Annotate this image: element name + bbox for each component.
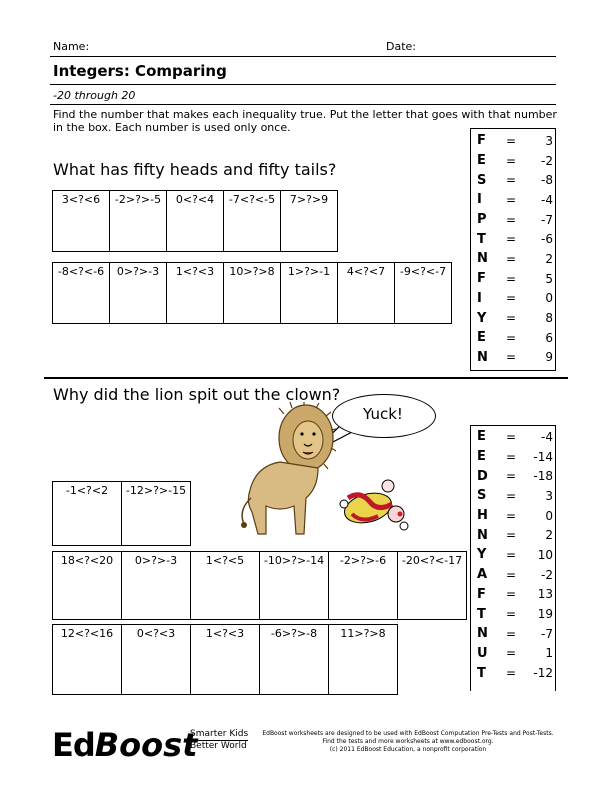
footer-note-2: Find the tests and more worksheets at www.edboost.org. xyxy=(322,738,494,745)
legend-row xyxy=(471,348,555,368)
legend-value: -2 xyxy=(541,153,553,168)
answer-box[interactable]: -1<?<2 xyxy=(53,482,122,546)
legend-letter: D xyxy=(477,468,488,484)
legend-row xyxy=(471,506,555,526)
tagline-line-1: Smarter Kids xyxy=(190,729,249,739)
legend-equals: = xyxy=(505,271,517,286)
legend-row xyxy=(471,644,555,664)
legend-letter: E xyxy=(477,330,486,346)
title-rule xyxy=(50,84,556,85)
answer-box[interactable]: 0<?<3 xyxy=(122,625,191,695)
legend-letter: I xyxy=(477,290,482,306)
puzzle2-row1 xyxy=(52,481,191,546)
answer-box[interactable]: -20<?<-17 xyxy=(398,552,467,620)
legend-letter: A xyxy=(477,567,488,583)
question-1: What has fifty heads and fifty tails? xyxy=(53,160,337,179)
legend-row xyxy=(471,604,555,624)
legend-value: -14 xyxy=(533,449,553,464)
legend-row xyxy=(471,229,555,249)
legend-row xyxy=(471,249,555,269)
legend-row xyxy=(471,486,555,506)
tagline-line-2: Better World xyxy=(190,741,247,751)
legend-equals: = xyxy=(505,567,517,582)
legend-row xyxy=(471,328,555,348)
legend-value: -2 xyxy=(541,567,553,582)
legend-value: 0 xyxy=(545,291,553,306)
legend-equals: = xyxy=(505,666,517,681)
legend-equals: = xyxy=(505,192,517,207)
answer-box[interactable]: 4<?<7 xyxy=(338,263,395,324)
answer-box[interactable]: 10>?>8 xyxy=(224,263,281,324)
legend-equals: = xyxy=(505,508,517,523)
legend-value: 1 xyxy=(545,646,553,661)
legend-letter: P xyxy=(477,212,487,228)
answer-box[interactable]: 1<?<3 xyxy=(191,625,260,695)
legend-letter: E xyxy=(477,429,486,445)
legend-equals: = xyxy=(505,626,517,641)
legend-row xyxy=(471,210,555,230)
legend-letter: Y xyxy=(477,547,487,563)
legend-value: 2 xyxy=(545,528,553,543)
legend-equals: = xyxy=(505,232,517,247)
header-rule-top xyxy=(50,56,556,57)
legend-equals: = xyxy=(505,173,517,188)
legend-letter: S xyxy=(477,488,487,504)
legend-row xyxy=(471,427,555,447)
logo-tagline xyxy=(190,729,248,752)
legend-letter: E xyxy=(477,449,486,465)
legend-equals: = xyxy=(505,350,517,365)
legend-row xyxy=(471,170,555,190)
answer-box[interactable]: 1>?>-1 xyxy=(281,263,338,324)
legend-letter: F xyxy=(477,133,486,149)
legend-value: -6 xyxy=(541,232,553,247)
legend-value: 13 xyxy=(537,587,553,602)
legend-letter: N xyxy=(477,349,488,365)
legend-equals: = xyxy=(505,607,517,622)
legend-equals: = xyxy=(505,488,517,503)
legend-letter: N xyxy=(477,527,488,543)
answer-box[interactable]: -10>?>-14 xyxy=(260,552,329,620)
answer-box[interactable]: 18<?<20 xyxy=(53,552,122,620)
legend-row xyxy=(471,289,555,309)
legend-letter: Y xyxy=(477,310,487,326)
legend-row xyxy=(471,269,555,289)
legend-row xyxy=(471,525,555,545)
legend-value: 19 xyxy=(537,607,553,622)
legend-equals: = xyxy=(505,251,517,266)
footer-note xyxy=(258,730,558,754)
legend-row xyxy=(471,565,555,585)
legend-equals: = xyxy=(505,133,517,148)
legend-equals: = xyxy=(505,646,517,661)
legend-equals: = xyxy=(505,429,517,444)
question-2: Why did the lion spit out the clown? xyxy=(53,385,341,404)
puzzle1-row2 xyxy=(52,262,452,324)
answer-box[interactable]: 1<?<5 xyxy=(191,552,260,620)
legend-1 xyxy=(470,128,556,371)
legend-row xyxy=(471,151,555,171)
legend-equals: = xyxy=(505,449,517,464)
legend-letter: N xyxy=(477,251,488,267)
legend-value: 10 xyxy=(537,547,553,562)
legend-value: -12 xyxy=(533,666,553,681)
answer-box[interactable]: 0>?>-3 xyxy=(110,263,167,324)
answer-box[interactable]: 12<?<16 xyxy=(53,625,122,695)
legend-letter: N xyxy=(477,626,488,642)
legend-row xyxy=(471,308,555,328)
legend-row xyxy=(471,624,555,644)
legend-letter: F xyxy=(477,271,486,287)
legend-row xyxy=(471,466,555,486)
footer-note-3: (c) 2011 EdBoost Education, a nonprofit corporation xyxy=(329,746,487,753)
date-label: Date: xyxy=(386,40,416,53)
legend-equals: = xyxy=(505,528,517,543)
legend-row xyxy=(471,190,555,210)
lion-illustration xyxy=(236,402,336,536)
legend-letter: T xyxy=(477,606,486,622)
answer-box[interactable]: 0<?<4 xyxy=(167,191,224,252)
answer-box[interactable]: 3<?<6 xyxy=(53,191,110,252)
legend-value: 8 xyxy=(545,311,553,326)
subtitle-rule xyxy=(50,104,556,105)
legend-value: -7 xyxy=(541,212,553,227)
legend-value: 3 xyxy=(545,133,553,148)
legend-equals: = xyxy=(505,153,517,168)
answer-box[interactable]: -9<?<-7 xyxy=(395,263,452,324)
legend-equals: = xyxy=(505,547,517,562)
puzzle1-row1 xyxy=(52,190,338,252)
legend-row xyxy=(471,545,555,565)
puzzle2-row3 xyxy=(52,624,398,695)
logo-ed: Ed xyxy=(52,726,95,764)
legend-value: 9 xyxy=(545,350,553,365)
legend-letter: T xyxy=(477,665,486,681)
answer-box[interactable]: -8<?<-6 xyxy=(53,263,110,324)
legend-letter: H xyxy=(477,508,488,524)
legend-equals: = xyxy=(505,212,517,227)
answer-box[interactable]: 7>?>9 xyxy=(281,191,338,252)
legend-value: 6 xyxy=(545,330,553,345)
answer-box[interactable]: 11>?>8 xyxy=(329,625,398,695)
speech-bubble-text: Yuck! xyxy=(363,405,403,423)
edboost-logo xyxy=(52,726,197,764)
legend-letter: E xyxy=(477,153,486,169)
answer-box[interactable]: -6>?>-8 xyxy=(260,625,329,695)
answer-box[interactable]: -2>?>-5 xyxy=(110,191,167,252)
legend-value: 3 xyxy=(545,488,553,503)
section-divider xyxy=(44,377,568,379)
page-title: Integers: Comparing xyxy=(53,62,227,80)
legend-letter: U xyxy=(477,645,488,661)
logo-boost: Boost xyxy=(94,726,198,764)
instructions: Find the number that makes each inequality true. Put the letter that goes with that number in the box. Each number is used only once. xyxy=(53,108,557,134)
answer-box[interactable]: -7<?<-5 xyxy=(224,191,281,252)
legend-value: -4 xyxy=(541,192,553,207)
legend-letter: S xyxy=(477,172,487,188)
legend-row xyxy=(471,447,555,467)
footer-note-1: EdBoost worksheets are designed to be used with EdBoost Computation Pre-Tests and Post-Tests. xyxy=(262,730,554,737)
legend-row xyxy=(471,663,555,683)
answer-box[interactable]: -12>?>-15 xyxy=(122,482,191,546)
legend-equals: = xyxy=(505,587,517,602)
legend-2 xyxy=(470,425,556,691)
legend-value: 5 xyxy=(545,271,553,286)
answer-box[interactable]: -2>?>-6 xyxy=(329,552,398,620)
clown-illustration xyxy=(334,474,414,534)
legend-value: -8 xyxy=(541,173,553,188)
legend-value: -18 xyxy=(533,469,553,484)
legend-equals: = xyxy=(505,291,517,306)
legend-value: -7 xyxy=(541,626,553,641)
legend-letter: F xyxy=(477,586,486,602)
legend-row xyxy=(471,131,555,151)
legend-equals: = xyxy=(505,311,517,326)
legend-letter: I xyxy=(477,192,482,208)
legend-equals: = xyxy=(505,330,517,345)
legend-equals: = xyxy=(505,469,517,484)
answer-box[interactable]: 1<?<3 xyxy=(167,263,224,324)
legend-row xyxy=(471,585,555,605)
legend-value: 0 xyxy=(545,508,553,523)
answer-box[interactable]: 0>?>-3 xyxy=(122,552,191,620)
legend-letter: T xyxy=(477,231,486,247)
legend-value: 2 xyxy=(545,251,553,266)
page-subtitle: -20 through 20 xyxy=(53,89,136,102)
name-label: Name: xyxy=(53,40,90,53)
legend-value: -4 xyxy=(541,429,553,444)
puzzle2-row2 xyxy=(52,551,467,620)
